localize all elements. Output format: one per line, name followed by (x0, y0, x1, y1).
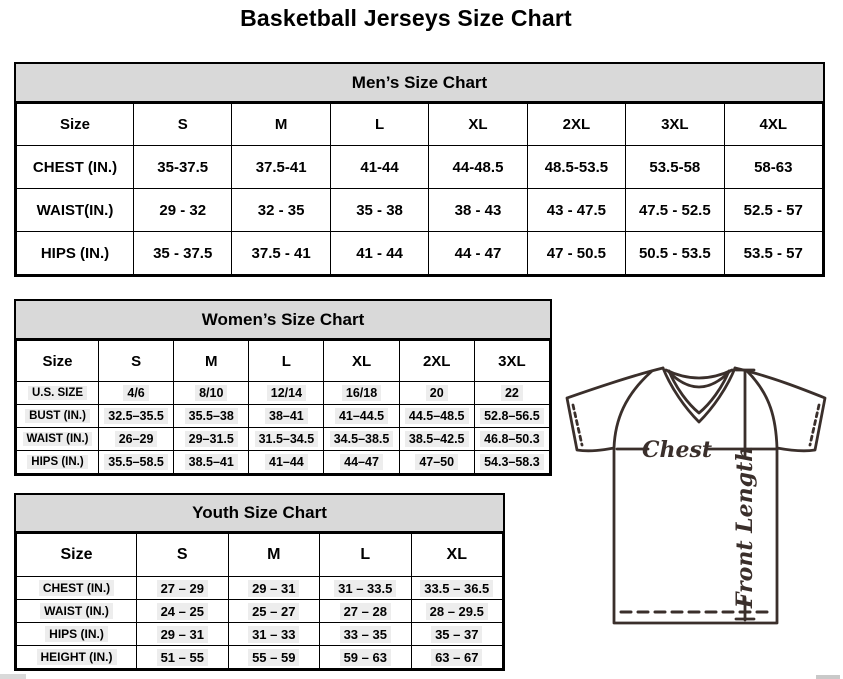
column-header-2xl: 2XL (399, 341, 474, 382)
cell-value: 35 - 38 (330, 189, 428, 232)
column-header-s: S (99, 341, 174, 382)
men-measurement-row (17, 146, 823, 189)
cell-value: 38–41 (249, 405, 324, 428)
cell-value: 53.5 - 57 (724, 232, 822, 275)
women-measurement-row (17, 405, 550, 428)
column-header-xl: XL (411, 534, 503, 577)
cell-value: 31 – 33 (228, 623, 320, 646)
youth-size-chart (14, 493, 505, 671)
cell-value: 41–44 (249, 451, 324, 474)
column-header-4xl: 4XL (724, 104, 822, 146)
column-header-l: L (249, 341, 324, 382)
row-label: HEIGHT (IN.) (17, 646, 137, 669)
cell-value: 35.5–38 (174, 405, 249, 428)
cell-value: 38.5–42.5 (399, 428, 474, 451)
cell-value: 43 - 47.5 (527, 189, 625, 232)
cell-value: 37.5 - 41 (232, 232, 330, 275)
cell-value: 35 - 37.5 (134, 232, 232, 275)
mens-size-table (16, 103, 823, 275)
column-header-s: S (137, 534, 229, 577)
chest-label: Chest (641, 437, 713, 463)
cell-value: 55 – 59 (228, 646, 320, 669)
youth-size-table (16, 533, 503, 669)
cell-value: 52.5 - 57 (724, 189, 822, 232)
row-label: HIPS (IN.) (17, 623, 137, 646)
column-header-2xl: 2XL (527, 104, 625, 146)
cell-value: 51 – 55 (137, 646, 229, 669)
column-header-xl: XL (324, 341, 399, 382)
row-label: WAIST (IN.) (17, 600, 137, 623)
cell-value: 31.5–34.5 (249, 428, 324, 451)
cell-value: 22 (474, 382, 549, 405)
cell-value: 48.5-53.5 (527, 146, 625, 189)
column-header-s: S (134, 104, 232, 146)
cell-value: 44 - 47 (429, 232, 527, 275)
cell-value: 44.5–48.5 (399, 405, 474, 428)
size-label: Size (17, 341, 99, 382)
column-header-3xl: 3XL (626, 104, 724, 146)
men-measurement-row (17, 232, 823, 275)
row-label: BUST (IN.) (17, 405, 99, 428)
womens-size-chart (14, 299, 552, 476)
youth-measurement-row (17, 600, 503, 623)
cell-value: 35.5–58.5 (99, 451, 174, 474)
column-header-3xl: 3XL (474, 341, 549, 382)
cell-value: 20 (399, 382, 474, 405)
row-label: HIPS (IN.) (17, 232, 134, 275)
cell-value: 8/10 (174, 382, 249, 405)
cell-value: 32.5–35.5 (99, 405, 174, 428)
womens-chart-title: Women’s Size Chart (16, 301, 550, 340)
cell-value: 63 – 67 (411, 646, 503, 669)
cell-value: 24 – 25 (137, 600, 229, 623)
cell-value: 44-48.5 (429, 146, 527, 189)
row-label: HIPS (IN.) (17, 451, 99, 474)
cell-value: 32 - 35 (232, 189, 330, 232)
cell-value: 33.5 – 36.5 (411, 577, 503, 600)
column-header-m: M (232, 104, 330, 146)
cell-value: 47 - 50.5 (527, 232, 625, 275)
jersey-measurement-diagram (555, 360, 843, 660)
cell-value: 38 - 43 (429, 189, 527, 232)
cell-value: 31 – 33.5 (320, 577, 412, 600)
row-label: WAIST(IN.) (17, 189, 134, 232)
mens-size-chart (14, 62, 825, 277)
youth-measurement-row (17, 577, 503, 600)
cell-value: 47.5 - 52.5 (626, 189, 724, 232)
cell-value: 26–29 (99, 428, 174, 451)
right-sleeve-seam (747, 371, 777, 448)
cell-value: 33 – 35 (320, 623, 412, 646)
front-length-label: Front Length (732, 445, 758, 609)
cell-value: 4/6 (99, 382, 174, 405)
women-measurement-row (17, 428, 550, 451)
cell-value: 25 – 27 (228, 600, 320, 623)
cell-value: 54.3–58.3 (474, 451, 549, 474)
cell-value: 12/14 (249, 382, 324, 405)
cell-value: 41 - 44 (330, 232, 428, 275)
cell-value: 46.8–50.3 (474, 428, 549, 451)
cell-value: 50.5 - 53.5 (626, 232, 724, 275)
youth-chart-title: Youth Size Chart (16, 495, 503, 533)
cropped-fragment-right (816, 675, 840, 679)
row-label: WAIST (IN.) (17, 428, 99, 451)
cell-value: 52.8–56.5 (474, 405, 549, 428)
row-label: CHEST (IN.) (17, 577, 137, 600)
cell-value: 53.5-58 (626, 146, 724, 189)
cell-value: 44–47 (324, 451, 399, 474)
page-title: Basketball Jerseys Size Chart (240, 5, 572, 31)
cell-value: 16/18 (324, 382, 399, 405)
cropped-fragment-left (0, 674, 26, 679)
column-header-l: L (330, 104, 428, 146)
cell-value: 41-44 (330, 146, 428, 189)
cell-value: 35 – 37 (411, 623, 503, 646)
youth-size-header-row (17, 534, 503, 577)
column-header-m: M (174, 341, 249, 382)
cell-value: 41–44.5 (324, 405, 399, 428)
row-label: CHEST (IN.) (17, 146, 134, 189)
womens-size-table (16, 340, 550, 474)
jersey-outline (567, 368, 825, 623)
women-measurement-row (17, 382, 550, 405)
cell-value: 37.5-41 (232, 146, 330, 189)
column-header-xl: XL (429, 104, 527, 146)
women-measurement-row (17, 451, 550, 474)
mens-chart-title: Men’s Size Chart (16, 64, 823, 103)
column-header-l: L (320, 534, 412, 577)
cell-value: 34.5–38.5 (324, 428, 399, 451)
cell-value: 27 – 28 (320, 600, 412, 623)
youth-measurement-row (17, 623, 503, 646)
cell-value: 38.5–41 (174, 451, 249, 474)
men-size-header-row (17, 104, 823, 146)
youth-measurement-row (17, 646, 503, 669)
cell-value: 58-63 (724, 146, 822, 189)
cell-value: 35-37.5 (134, 146, 232, 189)
cell-value: 29 - 32 (134, 189, 232, 232)
column-header-m: M (228, 534, 320, 577)
women-size-header-row (17, 341, 550, 382)
cell-value: 27 – 29 (137, 577, 229, 600)
size-label: Size (17, 534, 137, 577)
cell-value: 59 – 63 (320, 646, 412, 669)
cell-value: 29–31.5 (174, 428, 249, 451)
men-measurement-row (17, 189, 823, 232)
cell-value: 47–50 (399, 451, 474, 474)
cell-value: 29 – 31 (137, 623, 229, 646)
cell-value: 28 – 29.5 (411, 600, 503, 623)
size-label: Size (17, 104, 134, 146)
row-label: U.S. SIZE (17, 382, 99, 405)
cell-value: 29 – 31 (228, 577, 320, 600)
